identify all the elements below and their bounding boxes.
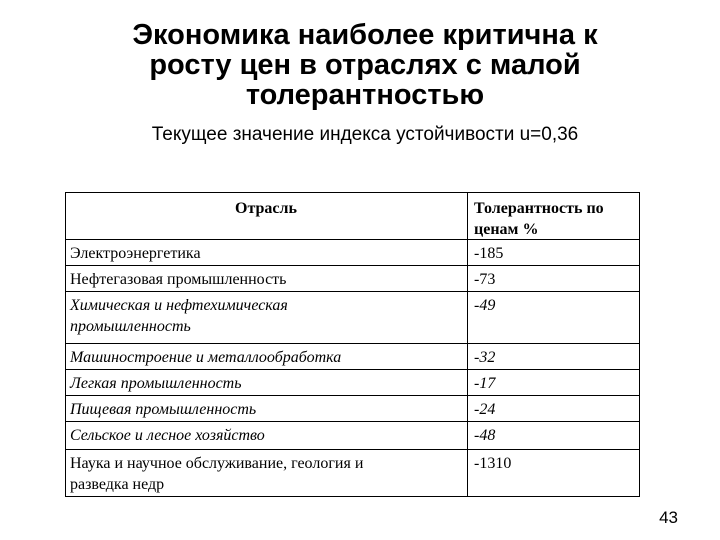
- row-industry: Электроэнергетика: [70, 245, 201, 262]
- row-divider: [65, 343, 640, 344]
- row-value: -49: [474, 297, 496, 314]
- row-divider: [65, 449, 640, 450]
- row-value: -24: [474, 401, 496, 418]
- column-divider: [467, 192, 468, 497]
- row-value: -73: [474, 271, 496, 288]
- row-divider: [65, 265, 640, 266]
- row-divider: [65, 291, 640, 292]
- row-divider: [65, 369, 640, 370]
- row-divider: [65, 395, 640, 396]
- row-industry: Машиностроение и металлообработка: [70, 349, 342, 366]
- row-industry: Наука и научное обслуживание, геология и разведка недр: [70, 455, 364, 493]
- slide-title: Экономика наиболее критична к росту цен в отраслях с малой толерантностью: [132, 19, 598, 111]
- row-value: -185: [474, 245, 504, 262]
- row-industry: Химическая и нефтехимическая промышленность: [70, 297, 288, 335]
- row-divider: [65, 421, 640, 422]
- slide-subtitle: Текущее значение индекса устойчивости u=0,36: [151, 124, 579, 145]
- row-value: -48: [474, 427, 496, 444]
- header-tolerance: Толерантность по ценам %: [474, 200, 604, 238]
- row-industry: Нефтегазовая промышленность: [70, 271, 287, 288]
- row-value: -17: [474, 375, 496, 392]
- row-value: -32: [474, 349, 496, 366]
- header-industry: Отрасль: [235, 200, 297, 217]
- row-industry: Легкая промышленность: [70, 375, 242, 392]
- row-value: -1310: [474, 455, 512, 472]
- page-number: 43: [659, 508, 678, 527]
- row-industry: Пищевая промышленность: [70, 401, 257, 418]
- row-industry: Сельское и лесное хозяйство: [70, 427, 265, 444]
